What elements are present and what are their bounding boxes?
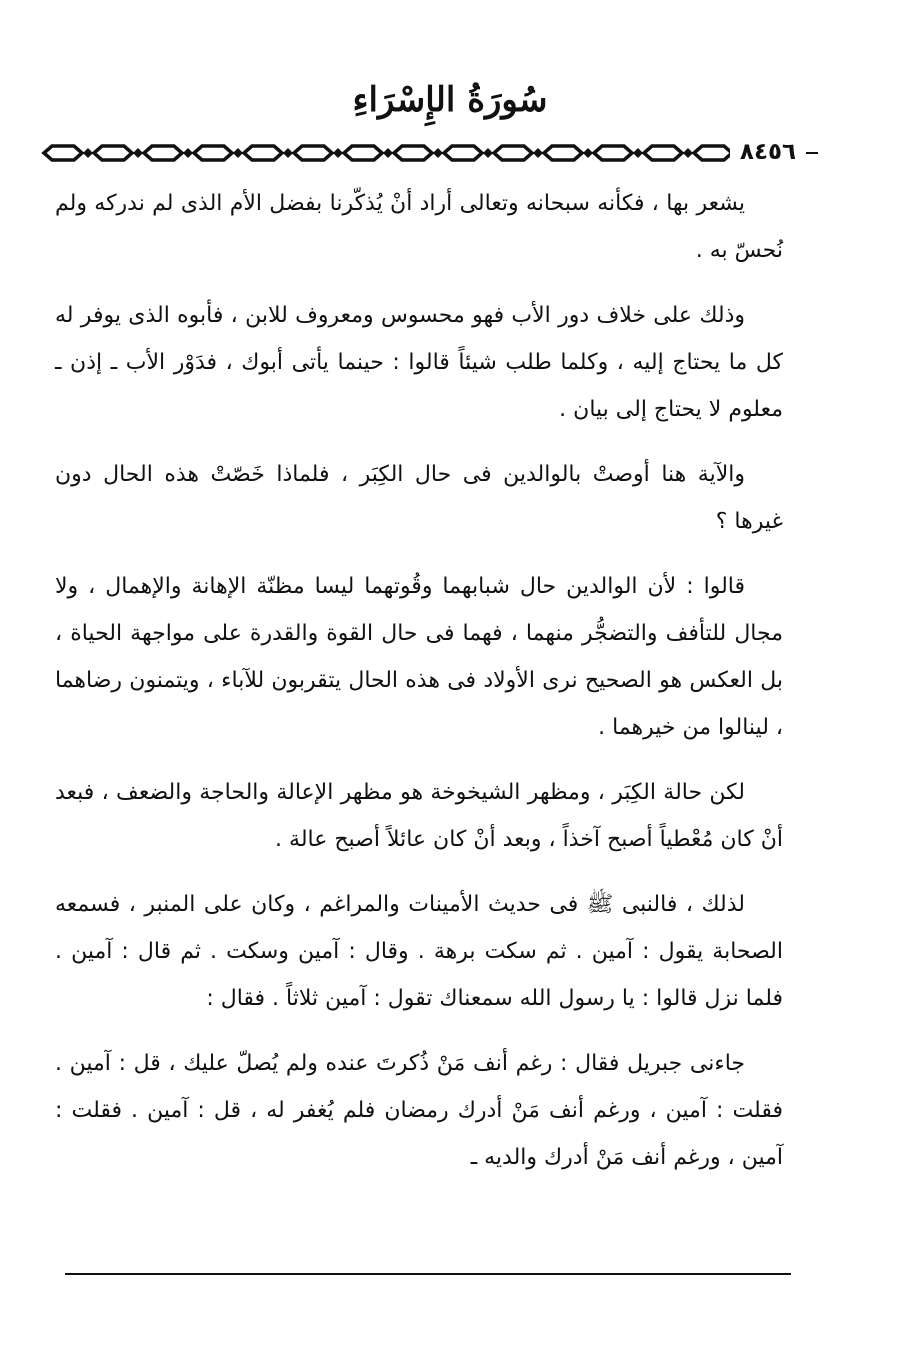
chain-link: [644, 146, 682, 160]
chain-link: [494, 146, 532, 160]
chain-link: [144, 146, 182, 160]
page-body-text: [55, 180, 783, 1199]
paragraph: يشعر بها ، فكأنه سبحانه وتعالى أراد أنْ يُذكّرنا بفضل الأم الذى لم ندركه ولم نُحسّ به .: [55, 191, 783, 263]
chain-ornament: [40, 138, 820, 168]
surah-title: سُورَةُ الإِسْرَاءِ: [352, 80, 548, 120]
chain-link: [694, 146, 732, 160]
chain-link: [344, 146, 382, 160]
paragraph: قالوا : لأن الوالدين حال شبابهما وقُوتهما ليسا مظنّة الإهانة والإهمال ، ولا مجال للتأفف والتضجُّر منهما ، فهما فى حال القوة والقدرة على مواجهة الحياة ، بل العكس هو الصحيح نرى الأولاد فى هذه الحال يتقربون للآباء ، ويتمنون رضاهما ، لينالوا من خيرهما .: [55, 574, 783, 740]
chain-link: [544, 146, 582, 160]
chain-link: [44, 146, 82, 160]
paragraph: لذلك ، فالنبى ﷺ فى حديث الأمينات والمراغم ، وكان على المنبر ، فسمعه الصحابة يقول : آمين . ثم سكت برهة . وقال : آمين وسكت . ثم قال : آمين . فلما نزل قالوا : يا رسول الله سمعناك تقول : آمين ثلاثاً . فقال :: [55, 892, 783, 1011]
chain-link: [394, 146, 432, 160]
chain-link: [444, 146, 482, 160]
paragraph: وذلك على خلاف دور الأب فهو محسوس ومعروف للابن ، فأبوه الذى يوفر له كل ما يحتاج إليه ، وكلما طلب شيئاً قالوا : حينما يأتى أبوك ، فدَوْر الأب ـ إذن ـ معلوم لا يحتاج إلى بيان .: [55, 303, 783, 422]
footer-rule: [65, 1273, 791, 1275]
chain-link: [594, 146, 632, 160]
chain-link: [244, 146, 282, 160]
paragraph: والآية هنا أوصتْ بالوالدين فى حال الكِبَر ، فلماذا خَصّتْ هذه الحال دون غيرها ؟: [55, 462, 783, 534]
page-number: ٨٤٥٦: [730, 138, 806, 168]
header-ornament-band: [40, 138, 820, 168]
chain-link: [294, 146, 332, 160]
paragraph: لكن حالة الكِبَر ، ومظهر الشيخوخة هو مظهر الإعالة والحاجة والضعف ، فبعد أنْ كان مُعْطياً أصبح آخذاً ، وبعد أنْ كان عائلاً أصبح عالة .: [55, 780, 783, 852]
chain-link: [194, 146, 232, 160]
chain-link: [94, 146, 132, 160]
paragraph: جاءنى جبريل فقال : رغم أنف مَنْ ذُكرتَ عنده ولم يُصلّ عليك ، قل : آمين . فقلت : آمين ، ورغم أنف مَنْ أدرك رمضان فلم يُغفر له ، قل : آمين . فقلت : آمين ، ورغم أنف مَنْ أدرك والديه ـ: [55, 1051, 783, 1170]
